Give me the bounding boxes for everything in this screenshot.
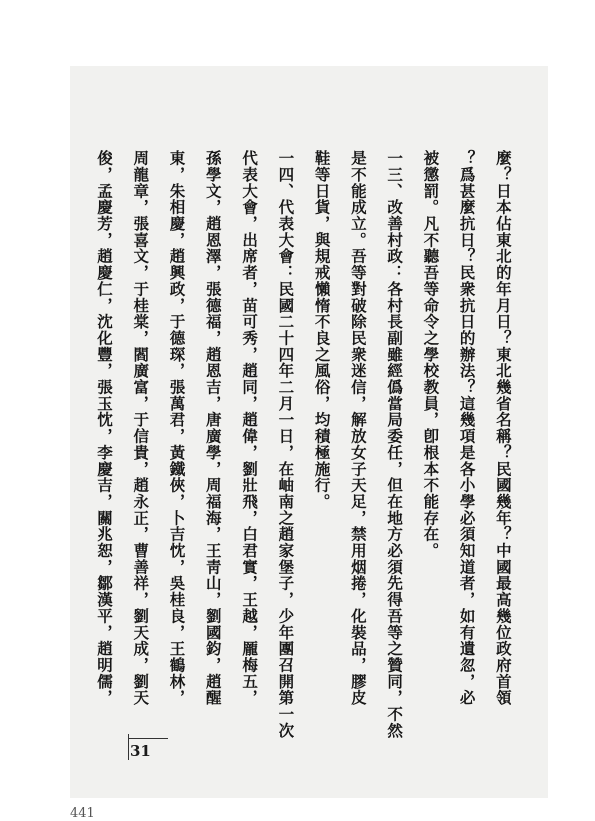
text-column: 鞋等日貨，與規戒懶惰不良之風俗，均積極施行。 xyxy=(312,150,332,510)
text-column: 一三、改善村政：各村長副雖經僞當局委任，但在地方必須先得吾等之贊同，不然 xyxy=(385,150,405,739)
text-column: 一四、代表大會：民國二十四年二月一日，在岫南之趙家堡子，少年團召開第一次 xyxy=(276,150,296,739)
text-column: 孫學文，趙恩澤，張德福，趙恩吉，唐廣學，周福海，王靑山，劉國鈞，趙醒 xyxy=(203,150,223,706)
text-column: 代表大會，出席者，苗可秀，趙同，趙偉，劉壯飛，白君實，王越，龎梅五， xyxy=(240,150,260,706)
page-number: 31 xyxy=(130,742,151,760)
text-column: 東，朱相慶，趙興政，于德琛，張萬君，黃鐵俠，卜吉忱，吳桂良，王鶴林， xyxy=(167,150,187,706)
text-column: 周龍章，張喜文，于桂棠，閻廣富，于信貴，趙永正，曹善祥，劉天成，劉天 xyxy=(131,150,151,706)
text-column: 麼？日本佔東北的年月日？東北幾省名稱？民國幾年？中國最高幾位政府首領 xyxy=(493,150,513,706)
text-column: 俊，孟慶芳，趙慶仁，沈化豐，張玉忱，李慶吉，關兆恕，鄒漢平，趙明儒， xyxy=(95,150,114,706)
text-column: 被懲罰。凡不聽吾等命令之學校教員，卽根本不能存在。 xyxy=(421,150,441,559)
page-number-rule xyxy=(128,738,168,739)
text-column: 是不能成立。吾等對破除民衆迷信，解放女子天足，禁用烟捲，化裝品，膠皮 xyxy=(348,150,368,706)
text-column: ？爲甚麼抗日？民衆抗日的辦法？這幾項是各小學必須知道者，如有遺忽，必 xyxy=(457,150,477,706)
vertical-text-block xyxy=(94,150,513,739)
scan-footer-number: 441 xyxy=(70,806,95,821)
